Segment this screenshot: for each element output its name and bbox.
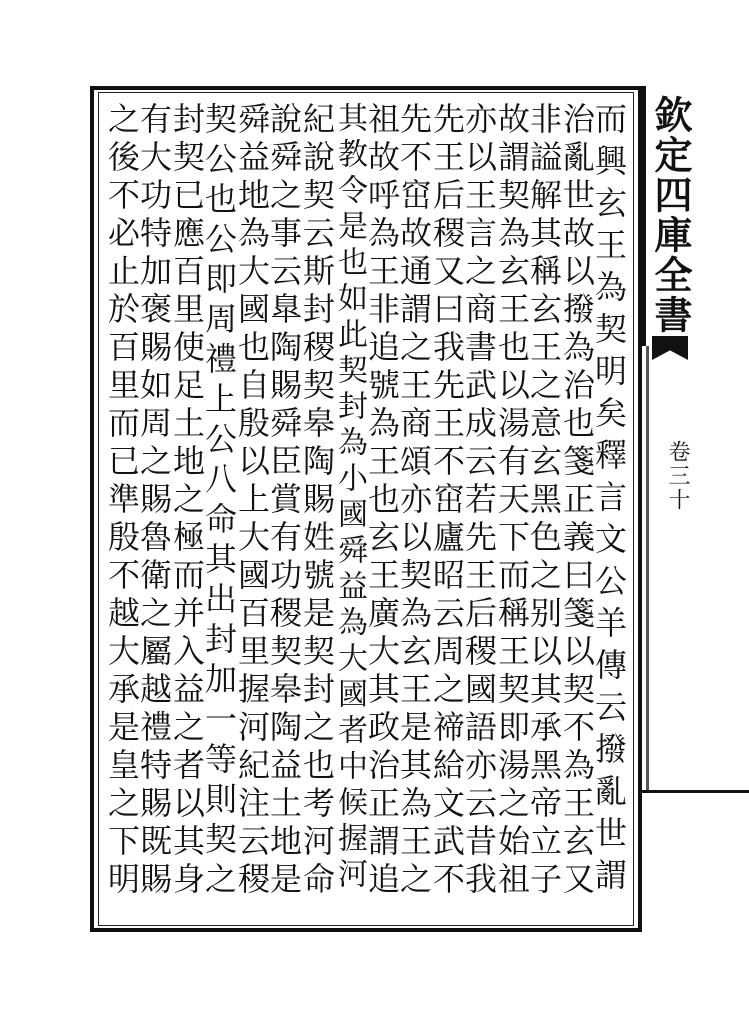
text-column: 治亂世故以撥為治也箋正義曰箋以契不為王玄又 [558, 102, 596, 900]
juan-number: 卷三十 [665, 440, 690, 512]
text-column: 紀說契云斯封稷契皋陶賜姓號是契封之也考河命 [298, 102, 336, 900]
text-column: 其教令是也如此契封為小國舜益為大國者中候握河 [332, 102, 367, 894]
book-title: 欽定四庫全書 [648, 95, 693, 335]
margin-rule [646, 346, 649, 790]
text-column: 祖故呼為王非追號為王也玄王廣大其政治正謂追 [363, 102, 401, 900]
fishtail-mark-icon [652, 336, 688, 360]
text-column: 而興玄王為契明矣釋言文公羊傳云撥亂世謂 [590, 102, 628, 900]
text-column: 先王后稷又曰我先王不窋廬昭云周之禘給文武不 [428, 102, 466, 900]
text-column: 之後不必止於百里而已準殷不越大承是皇之下明 [103, 102, 141, 900]
text-column: 亦以王言之商書武成云若先王后稷國語亦云昔我 [460, 102, 498, 900]
text-column: 封契已應百里使足土地之極而并入益之者以其身 [168, 102, 206, 900]
text-column: 舜益地為大國也自殷以上大國百里握河紀注云稷 [233, 102, 271, 900]
text-column: 非謚解其稱玄王之意玄黑色之别以其承黑帝立子 [525, 102, 563, 900]
text-column: 說舜之事云臯陶賜舜臣賞有功稷契皋陶益土地是 [265, 102, 303, 900]
margin-rule [642, 790, 749, 793]
text-column: 先不窋故通謂之王商頌亦以契為玄王是其為王之 [395, 102, 433, 900]
text-column: 契公也公即周禮上公八命其出封加一等則契之 [200, 102, 238, 902]
text-column: 故謂契為玄王也以湯有天下而稱王契即湯之始祖 [493, 102, 531, 900]
text-column: 有大功特加褒賜如周之賜魯衛之屬越禮特賜既賜 [135, 102, 173, 900]
text-columns [100, 102, 632, 922]
